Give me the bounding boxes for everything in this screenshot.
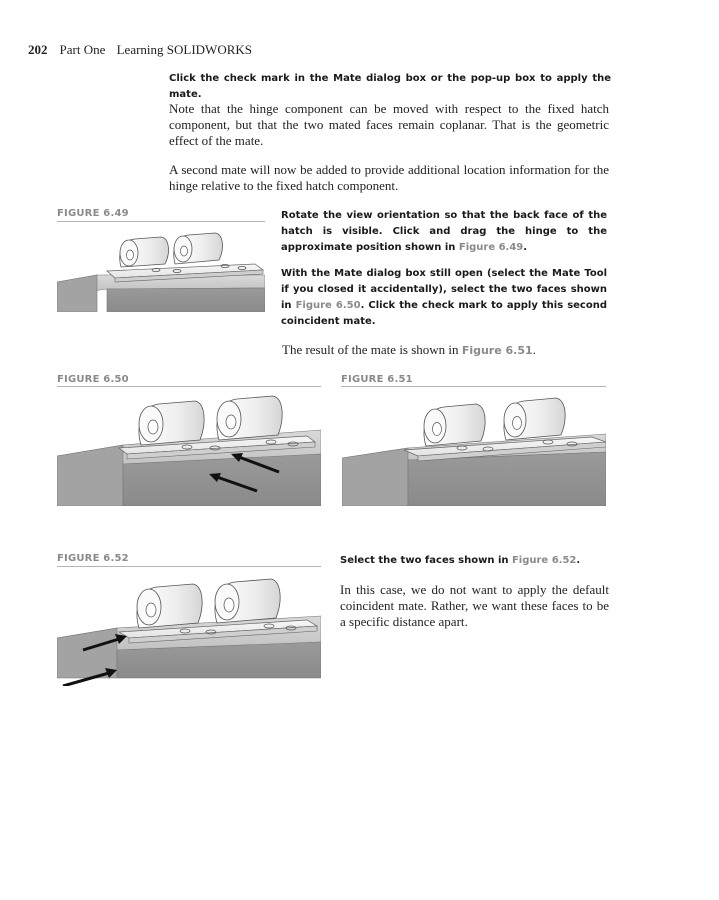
paragraph-coplanar: Note that the hinge component can be moved with respect to the fixed hatch component, but that the two mated faces remain coplanar. That is the geometric effect of the mate. <box>169 101 609 148</box>
page-number: 202 <box>28 42 48 57</box>
figure-6-50-label: FIGURE 6.50 <box>57 374 129 385</box>
header-part: Part One <box>59 42 106 57</box>
figure-6-49-rule <box>57 221 265 222</box>
ref-figure-6-49[interactable]: Figure 6.49 <box>458 242 524 253</box>
step-rotate-view: Rotate the view orientation so that the back face of the hatch is visible. Click and drag the hinge to the approximate position shown in Figure 6.49. <box>281 210 607 253</box>
figure-6-52-image <box>57 570 321 686</box>
figure-6-49-label: FIGURE 6.49 <box>57 208 129 219</box>
figure-6-51-label: FIGURE 6.51 <box>341 374 413 385</box>
step-select-two-faces: Select the two faces shown in Figure 6.52. <box>340 555 581 566</box>
figure-6-52-label: FIGURE 6.52 <box>57 553 129 564</box>
figure-6-51-image <box>342 390 606 506</box>
figure-6-50-image <box>57 390 321 506</box>
figure-6-52-rule <box>57 566 321 567</box>
paragraph-second-mate: A second mate will now be added to provide additional location information for the hinge relative to the fixed hatch component. <box>169 162 609 193</box>
step-select-faces: With the Mate dialog box still open (select the Mate Tool if you closed it accidentally), select the two faces shown in Figure 6.50. Click the check mark to apply this second coincident mate. <box>281 268 608 327</box>
paragraph-result: The result of the mate is shown in Figure 6.51. <box>282 342 536 357</box>
running-header <box>28 42 252 58</box>
figure-6-51-rule <box>341 386 606 387</box>
ref-figure-6-51[interactable]: Figure 6.51 <box>461 344 533 357</box>
ref-figure-6-50[interactable]: Figure 6.50 <box>295 300 361 311</box>
figure-6-50-rule <box>57 386 321 387</box>
ref-figure-6-52[interactable]: Figure 6.52 <box>511 555 577 566</box>
figure-6-49-image <box>57 226 265 312</box>
paragraph-distance-mate: In this case, we do not want to apply the default coincident mate. Rather, we want these faces to be a specific distance apart. <box>340 582 609 629</box>
header-title: Learning SOLIDWORKS <box>116 42 253 57</box>
step-apply-mate: Click the check mark in the Mate dialog box or the pop-up box to apply the mate. <box>169 73 611 100</box>
